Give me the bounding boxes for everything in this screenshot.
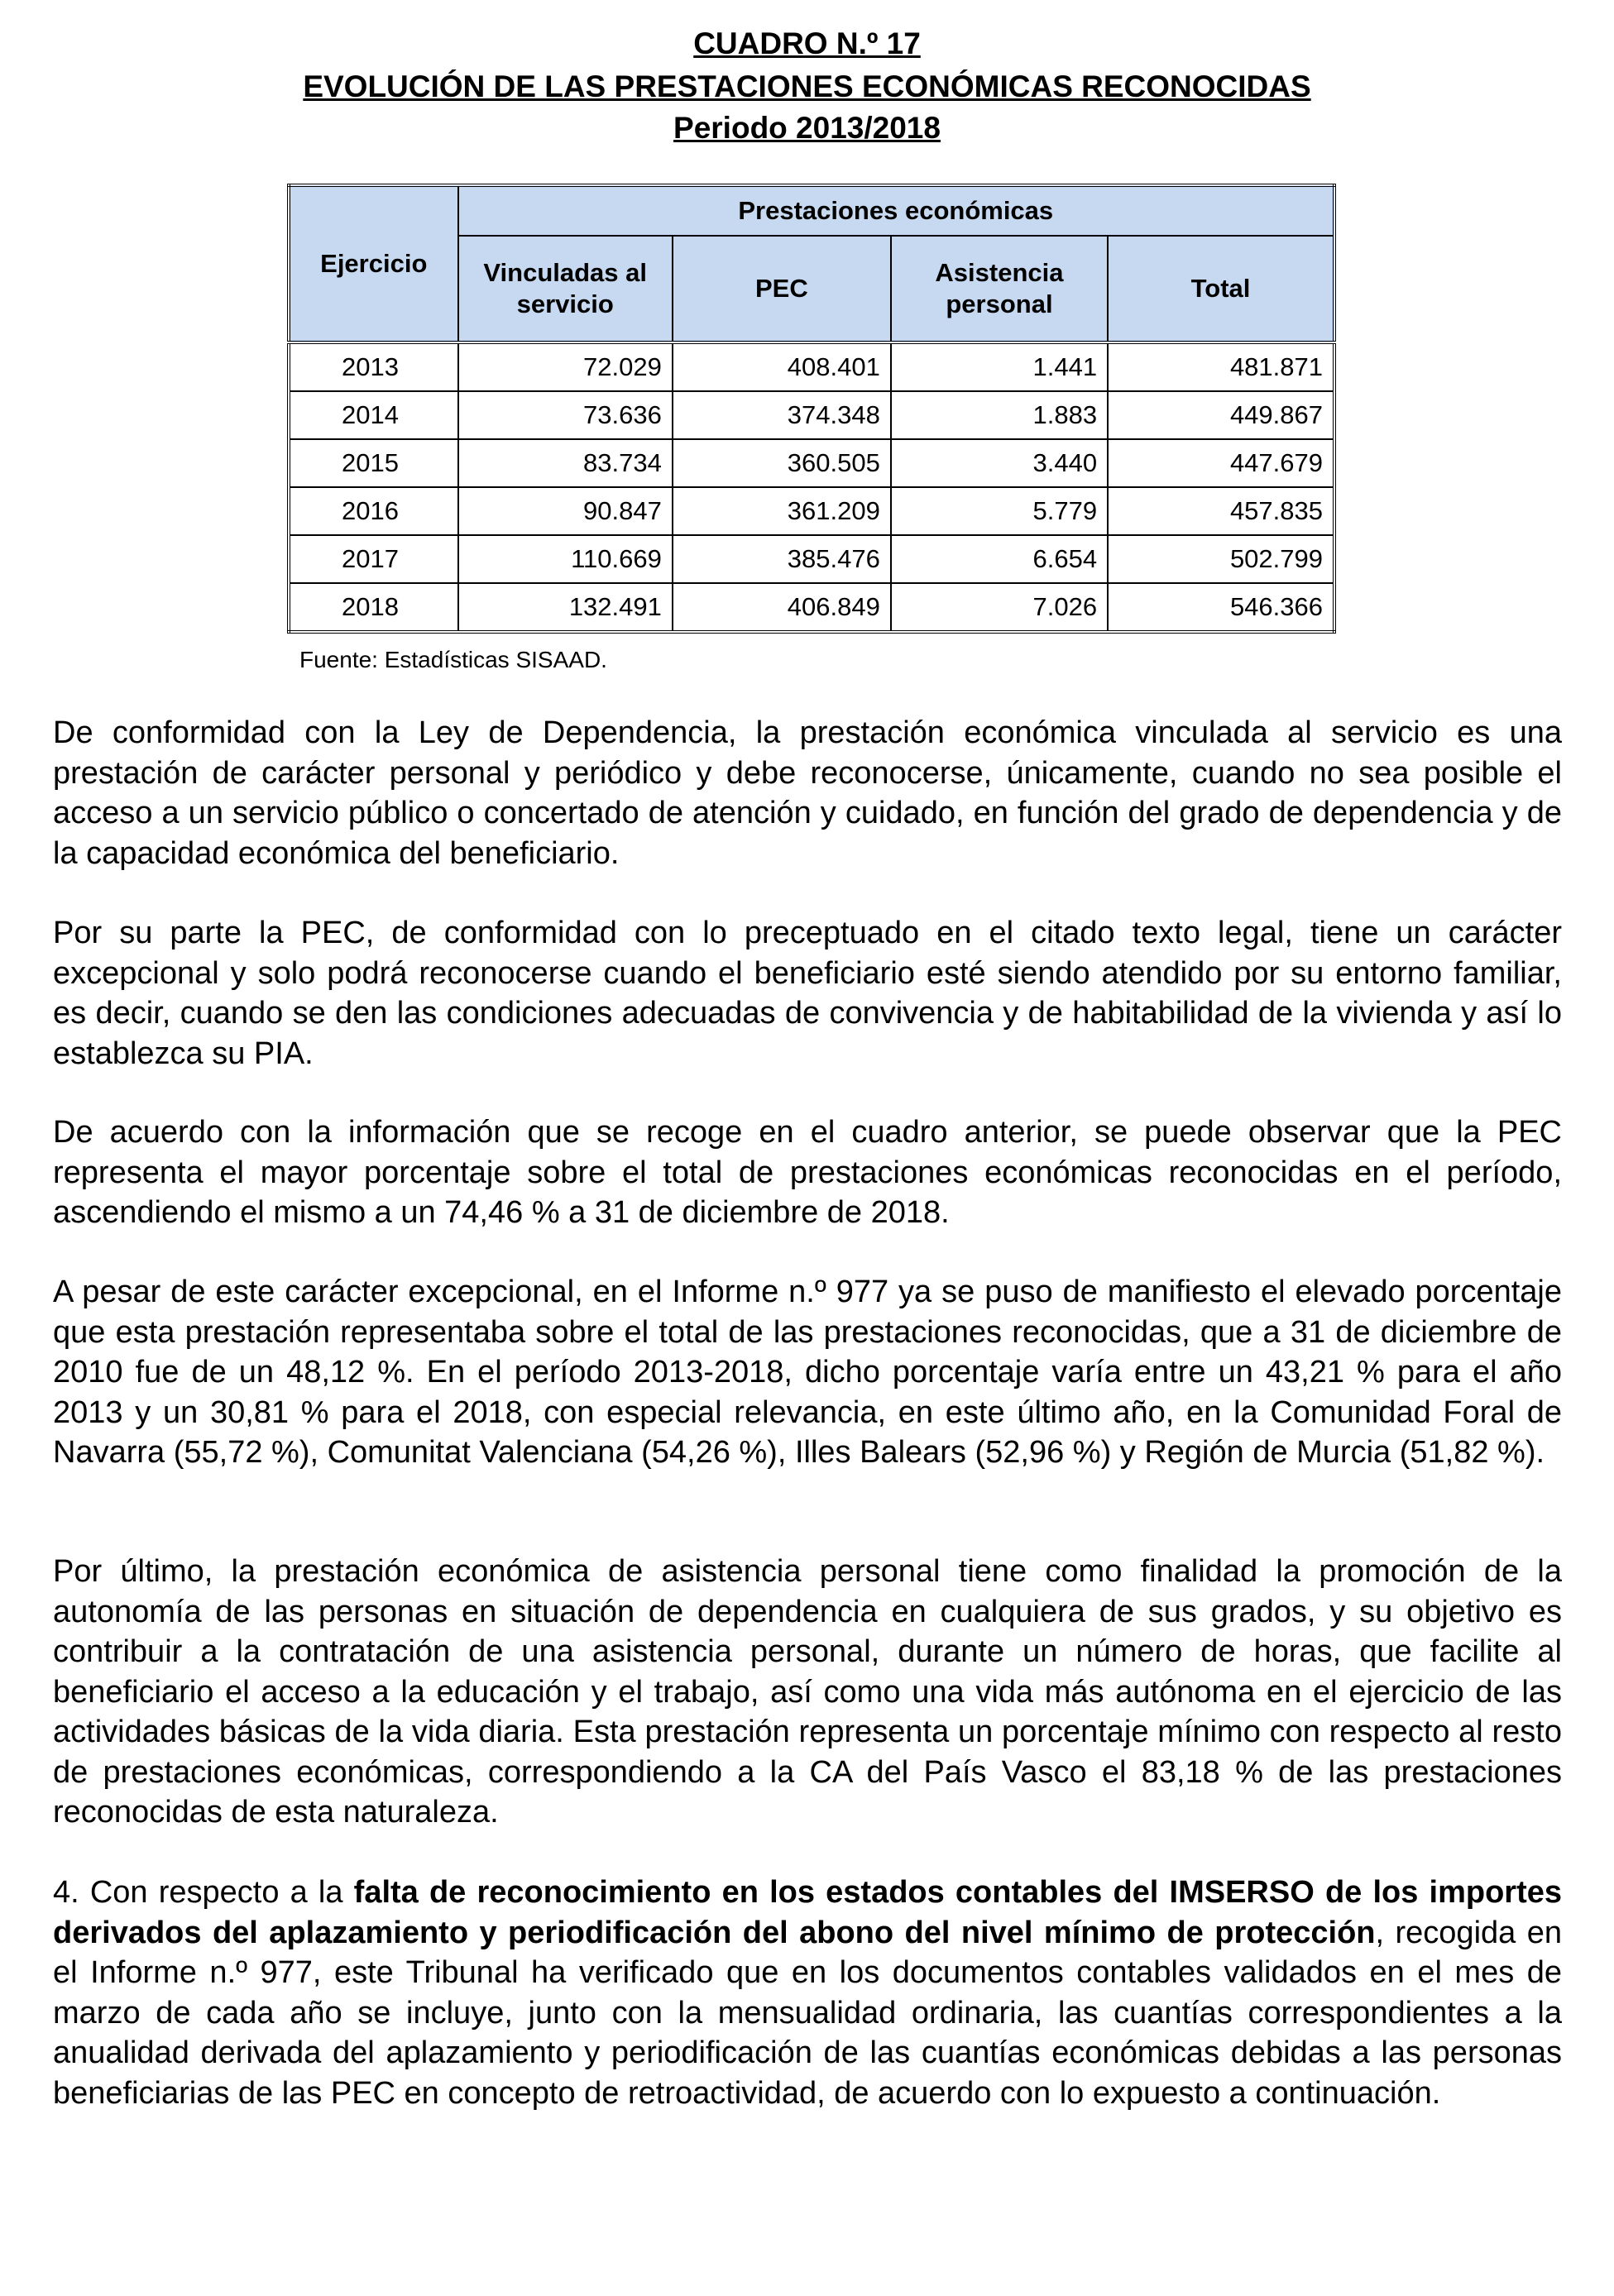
table-title: EVOLUCIÓN DE LAS PRESTACIONES ECONÓMICAS RECONOCIDAS [303,69,1311,103]
paragraph: A pesar de este carácter excepcional, en el Informe n.º 977 ya se puso de manifiesto el elevado porcentaje que esta prestación representaba sobre el total de las prestaciones reconocidas, que a 31 de diciembre de 2010 fue de un 48,12 %. En el período 2013-2018, dicho porcentaje varía entre un 43,21 % para el año 2013 y un 30,81 % para el 2018, con especial relevancia, en este último año, en la Comunidad Foral de Navarra (55,72 %), Comunitat Valenciana (54,26 %), Illes Balears (52,96 %) y Región de Murcia (51,82 %). [53,1275,1562,1470]
table-row [289,487,1334,535]
cell-pec: 361.209 [673,487,891,535]
cell-pec: 360.505 [673,439,891,487]
cell-vinculadas: 132.491 [458,583,673,632]
row-year: 2013 [289,342,458,391]
cell-total: 481.871 [1108,342,1334,391]
paragraph-point-4 [53,1873,1562,2113]
row-year: 2015 [289,439,458,487]
paragraph-prefix: 4. Con respecto a la [53,1875,354,1910]
cell-asistencia: 5.779 [891,487,1108,535]
header-year: Ejercicio [289,185,458,342]
benefits-table-container [287,184,1336,634]
cell-total: 546.366 [1108,583,1334,632]
table-row [289,391,1334,439]
table-title-number: CUADRO N.º 17 [693,26,921,60]
table-row [289,342,1334,391]
header-group: Prestaciones económicas [458,185,1334,236]
paragraph: De acuerdo con la información que se recoge en el cuadro anterior, se puede observar que la PEC representa el mayor porcentaje sobre el total de prestaciones económicas reconocidas en el período, ascendiendo el mismo a un 74,46 % a 31 de diciembre de 2018. [53,1115,1562,1230]
cell-total: 457.835 [1108,487,1334,535]
cell-total: 449.867 [1108,391,1334,439]
header-total: Total [1108,236,1334,342]
cell-pec: 374.348 [673,391,891,439]
header-vinculadas: Vinculadas al servicio [458,236,673,342]
cell-vinculadas: 73.636 [458,391,673,439]
benefits-table [287,184,1336,634]
header-asistencia: Asistencia personal [891,236,1108,342]
paragraph-bold-text: falta de reconocimiento en los estados contables del IMSERSO de los importes derivados del aplazamiento y periodificación del abono del nivel mínimo de protección [53,1875,1562,1950]
row-year: 2016 [289,487,458,535]
header-pec: PEC [673,236,891,342]
paragraph: De conformidad con la Ley de Dependencia, la prestación económica vinculada al servicio es una prestación de carácter personal y periódico y debe reconocerse, únicamente, cuando no sea posible el acceso a un servicio público o concertado de atención y cuidado, en función del grado de dependencia y de la capacidad económica del beneficiario. [53,715,1562,871]
cell-pec: 408.401 [673,342,891,391]
cell-vinculadas: 72.029 [458,342,673,391]
cell-asistencia: 1.883 [891,391,1108,439]
cell-asistencia: 1.441 [891,342,1108,391]
cell-asistencia: 6.654 [891,535,1108,583]
table-row [289,439,1334,487]
table-row [289,583,1334,632]
paragraph: Por último, la prestación económica de asistencia personal tiene como finalidad la promoción de la autonomía de las personas en situación de dependencia en cualquiera de sus grados, y su objetivo es contribuir a la contratación de una asistencia personal, durante un número de horas, que facilite al beneficiario el acceso a la educación y el trabajo, así como una vida más autónoma en el ejercicio de las actividades básicas de la vida diaria. Esta prestación representa un porcentaje mínimo con respecto al resto de prestaciones económicas, correspondiendo a la CA del País Vasco el 83,18 % de las prestaciones reconocidas de esta naturaleza. [53,1554,1562,1830]
row-year: 2017 [289,535,458,583]
cell-total: 447.679 [1108,439,1334,487]
cell-vinculadas: 110.669 [458,535,673,583]
cell-pec: 406.849 [673,583,891,632]
table-source-note: Fuente: Estadísticas SISAAD. [299,647,607,672]
row-year: 2018 [289,583,458,632]
row-year: 2014 [289,391,458,439]
table-period: Periodo 2013/2018 [673,111,941,145]
cell-asistencia: 3.440 [891,439,1108,487]
cell-pec: 385.476 [673,535,891,583]
cell-total: 502.799 [1108,535,1334,583]
cell-vinculadas: 83.734 [458,439,673,487]
cell-asistencia: 7.026 [891,583,1108,632]
cell-vinculadas: 90.847 [458,487,673,535]
table-row [289,535,1334,583]
paragraph-suffix: , recogida en el Informe n.º 977, este Tribunal ha verificado que en los documentos contables validados en el mes de marzo de cada año se incluye, junto con la mensualidad ordinaria, las cuantías correspondientes a la anualidad derivada del aplazamiento y periodificación de las cuantías económicas debidas a las personas beneficiarias de las PEC en concepto de retroactividad, de acuerdo con lo expuesto a continuación. [53,1915,1562,2111]
paragraph: Por su parte la PEC, de conformidad con lo preceptuado en el citado texto legal, tiene un carácter excepcional y solo podrá reconocerse cuando el beneficiario esté siendo atendido por su entorno familiar, es decir, cuando se den las condiciones adecuadas de convivencia y de habitabilidad de la vivienda y así lo establezca su PIA. [53,916,1562,1071]
